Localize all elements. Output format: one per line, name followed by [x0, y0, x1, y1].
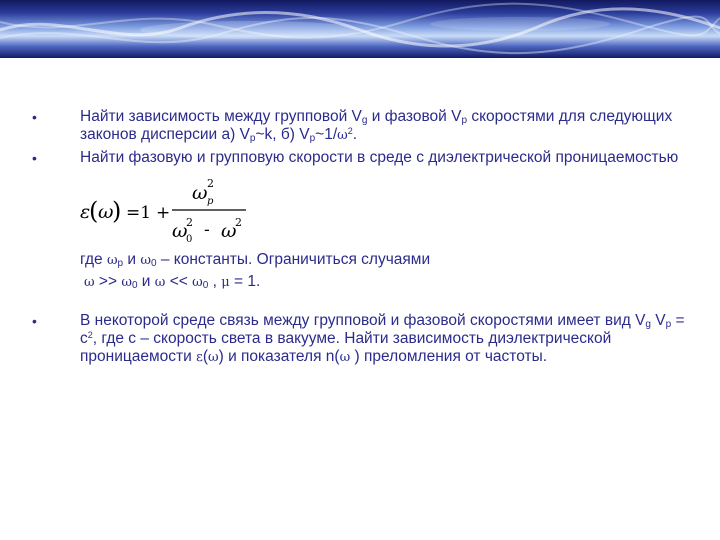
svg-text:(: (: [89, 197, 99, 225]
formula-numerator-omega: ω: [192, 182, 208, 204]
formula-numerator-sub: p: [207, 196, 214, 207]
task-item-1: [32, 108, 692, 145]
formula-equals-one: =1: [126, 203, 152, 223]
formula-denominator-omega0: ω: [172, 220, 188, 242]
task3-text: В некоторой среде связь между групповой и фазовой скоростями имеет вид $V_g$ $V_p = c^2$, где c – скорость света в вакууме. Найти зависимость диэлектрической проницаемости ε(ω) и показателя n(ω ) преломления от частоты.: [80, 312, 685, 365]
svg-text:): ): [112, 197, 122, 225]
formula-minus: -: [204, 220, 210, 240]
task-item-2: [32, 149, 692, 292]
bullet-icon: •: [32, 150, 37, 166]
formula-denominator-sub0: 0: [186, 234, 193, 245]
task2-note: где $\omega_p$ и $\omega_0$ – константы. Ограничиться случаями: [80, 251, 431, 269]
formula-denominator-sup: 2: [186, 216, 193, 229]
formula-denominator-omega: ω: [221, 220, 237, 242]
formula-epsilon: ε: [80, 201, 91, 223]
header-banner: [0, 0, 720, 58]
task1-text: Найти зависимость между групповой $V_g$ и фазовой $V_p$ скоростями для следующих законов дисперсии а) $V_p\sim k$, б) $V_p\sim 1/\omega^2$.: [80, 108, 673, 144]
task-item-3: [32, 312, 692, 367]
bullet-icon: •: [32, 313, 37, 329]
task2-cases: $\omega >> \omega_0$ и $\omega << \omega_0$ , μ = 1.: [84, 273, 261, 291]
wave-pattern-graphic: [0, 0, 720, 58]
task-list: [32, 108, 692, 371]
bullet-icon: •: [32, 109, 37, 125]
formula-plus: +: [156, 203, 171, 223]
formula-omega: ω: [98, 201, 114, 223]
formula-numerator-sup: 2: [207, 177, 214, 190]
formula-denominator-sup2: 2: [235, 216, 242, 229]
permittivity-formula: [80, 175, 692, 245]
task2-text: Найти фазовую и групповую скорости в среде с диэлектрической проницаемостью: [80, 149, 679, 166]
